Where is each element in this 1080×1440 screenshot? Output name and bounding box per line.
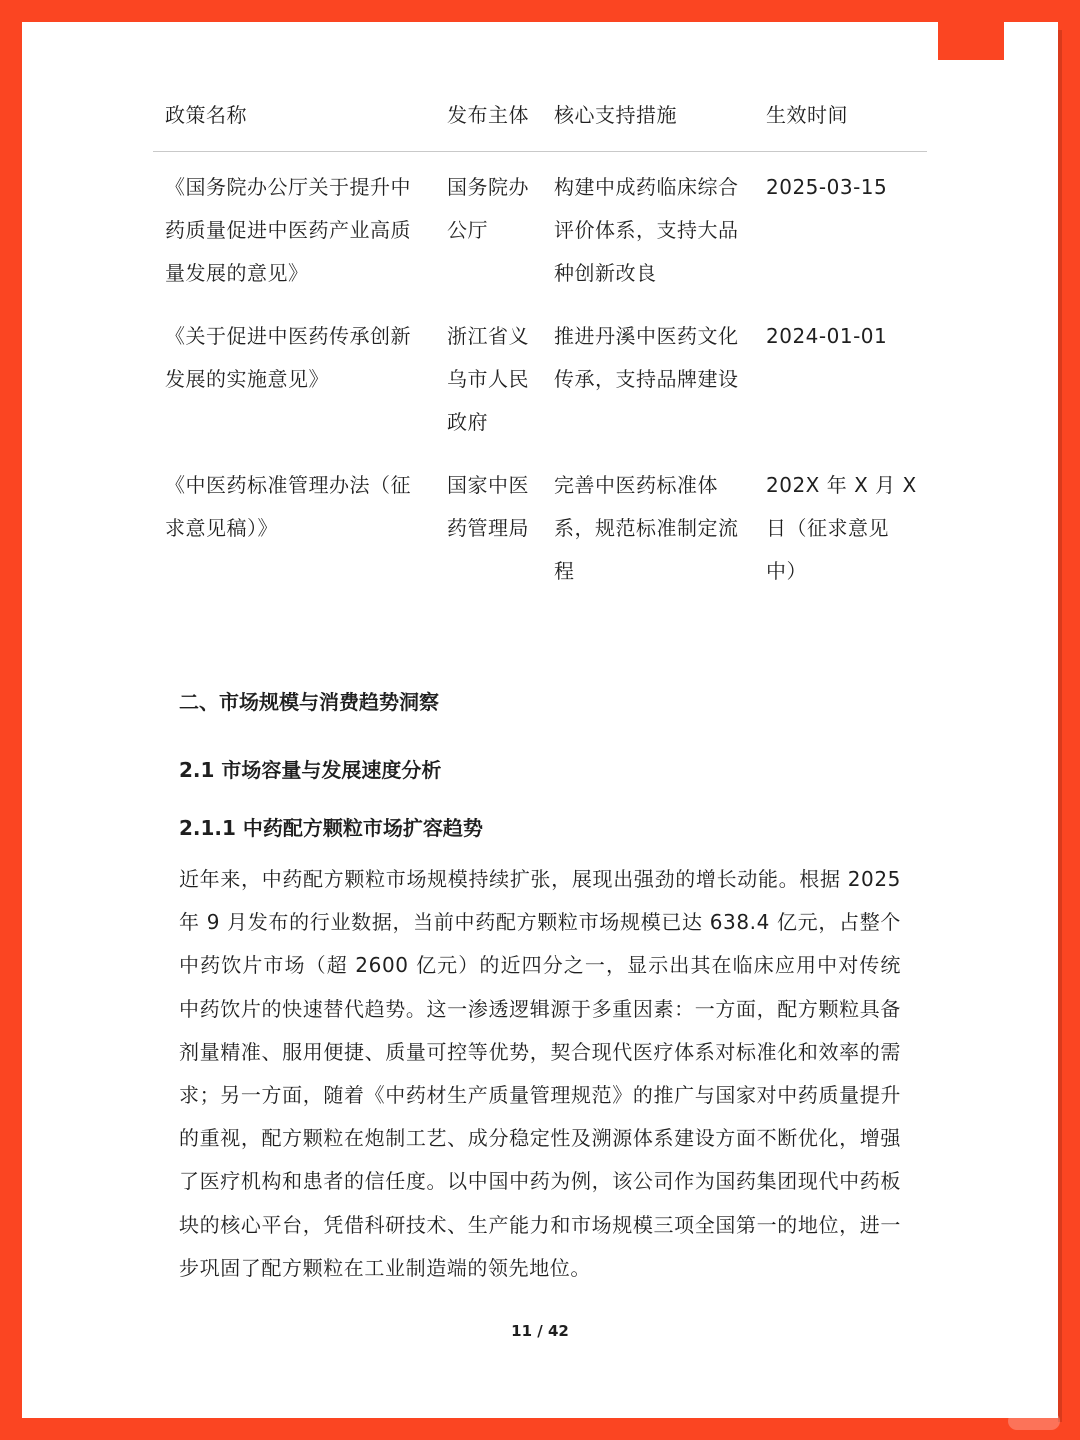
table-row xyxy=(153,464,927,613)
page-edge-shadow xyxy=(1058,30,1062,1422)
subsubsection-heading: 2.1.1 中药配方颗粒市场扩容趋势 xyxy=(179,816,483,840)
watermark-badge xyxy=(1008,1412,1060,1430)
body-paragraph: 近年来，中药配方颗粒市场规模持续扩张，展现出强劲的增长动能。根据 2025 年 9 月发布的行业数据，当前中药配方颗粒市场规模已达 638.4 亿元，占整个中药饮片市场（超 2600 亿元）的近四分之一，显示出其在临床应用中对传统中药饮片的快速替代趋势。这一渗透逻辑源于多重因素：一方面，配方颗粒具备剂量精准、服用便捷、质量可控等优势，契合现代医疗体系对标准化和效率的需求；另一方面，随着《中药材生产质量管理规范》的推广与国家对中药质量提升的重视，配方颗粒在炮制工艺、成分稳定性及溯源体系建设方面不断优化，增强了医疗机构和患者的信任度。以中国中药为例，该公司作为国药集团现代中药板块的核心平台，凭借科研技术、生产能力和市场规模三项全国第一的地位，进一步巩固了配方颗粒在工业制造端的领先地位。 xyxy=(179,867,901,1280)
table-row xyxy=(153,152,927,316)
cell-core-measures: 推进丹溪中医药文化传承，支持品牌建设 xyxy=(554,324,739,391)
policy-table xyxy=(153,92,927,613)
header-issuer: 发布主体 xyxy=(435,92,542,152)
page-number: 11 / 42 xyxy=(511,1322,569,1340)
section-heading: 二、市场规模与消费趋势洞察 xyxy=(179,690,439,714)
cell-policy-name: 《中医药标准管理办法（征求意见稿）》 xyxy=(165,473,411,540)
header-core-measures: 核心支持措施 xyxy=(542,92,754,152)
header-policy-name: 政策名称 xyxy=(153,92,435,152)
cell-core-measures: 构建中成药临床综合评价体系，支持大品种创新改良 xyxy=(554,175,739,285)
cell-policy-name: 《国务院办公厅关于提升中药质量促进中医药产业高质量发展的意见》 xyxy=(165,175,411,285)
cell-issuer: 国家中医药管理局 xyxy=(447,473,529,540)
document-page xyxy=(22,22,1058,1418)
cell-core-measures: 完善中医药标准体系，规范标准制定流程 xyxy=(554,473,739,583)
cell-issuer: 浙江省义乌市人民政府 xyxy=(447,324,529,434)
subsection-heading: 2.1 市场容量与发展速度分析 xyxy=(179,758,442,782)
header-effective-date: 生效时间 xyxy=(754,92,927,152)
cell-effective-date: 202X 年 X 月 X 日（征求意见中） xyxy=(766,473,917,583)
corner-tab-decoration xyxy=(938,22,1004,60)
table-header-row xyxy=(153,92,927,152)
cell-policy-name: 《关于促进中医药传承创新发展的实施意见》 xyxy=(165,324,411,391)
table-row xyxy=(153,315,927,464)
cell-issuer: 国务院办公厅 xyxy=(447,175,529,242)
cell-effective-date: 2025-03-15 xyxy=(766,175,888,199)
cell-effective-date: 2024-01-01 xyxy=(766,324,888,348)
